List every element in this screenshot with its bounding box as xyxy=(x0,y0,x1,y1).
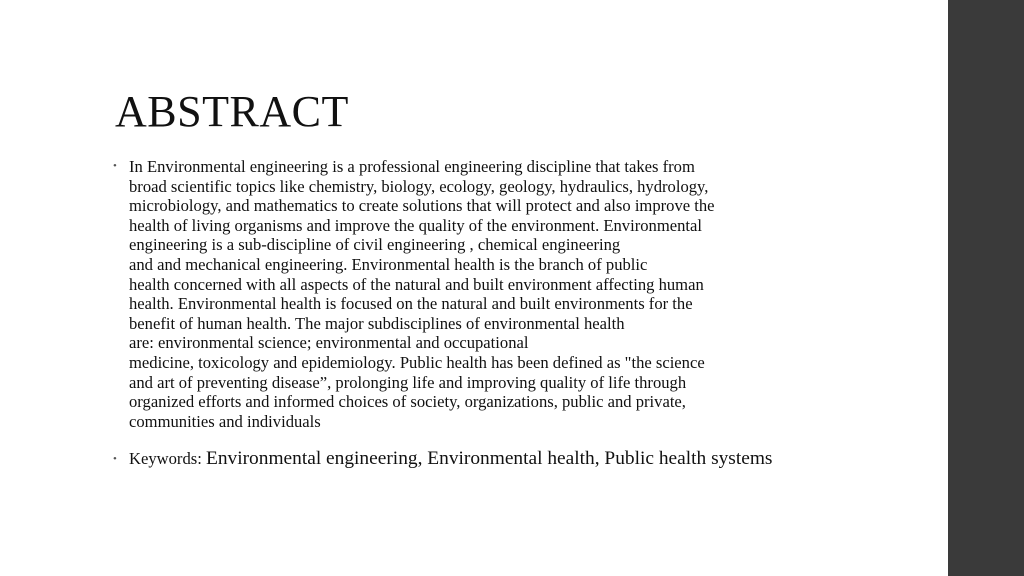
keywords-text xyxy=(129,448,823,470)
slide-content xyxy=(113,157,823,470)
keywords-bullet xyxy=(113,448,823,470)
keywords-label: Keywords: xyxy=(129,449,206,469)
bullet-icon: • xyxy=(113,160,117,172)
slide-title: ABSTRACT xyxy=(115,87,349,136)
abstract-bullet xyxy=(113,157,823,431)
bullet-icon: • xyxy=(113,453,117,466)
side-bar xyxy=(948,0,1024,576)
abstract-text: In Environmental engineering is a professional engineering discipline that takes from broad scientific topics like chemistry, biology, ecology, geology, hydraulics, hydrology, microbiology, and mathematics to create solutions that will protect and also improve the health of living organisms and improve the quality of the environment. Environmental engineering is a sub-discipline of civil engineering , chemical engineering and and mechanical engineering. Environmental health is the branch of public health concerned with all aspects of the natural and built environment affecting human health. Environmental health is focused on the natural and built environments for the benefit of human health. The major subdisciplines of environmental health are: environmental science; environmental and occupational medicine, toxicology and epidemiology. Public health has been defined as "the science and art of preventing disease”, prolonging life and improving quality of life through organized efforts and informed choices of society, organizations, public and private, communities and individuals xyxy=(129,157,715,431)
keywords-value: Environmental engineering, Environmental health, Public health systems xyxy=(205,448,773,470)
